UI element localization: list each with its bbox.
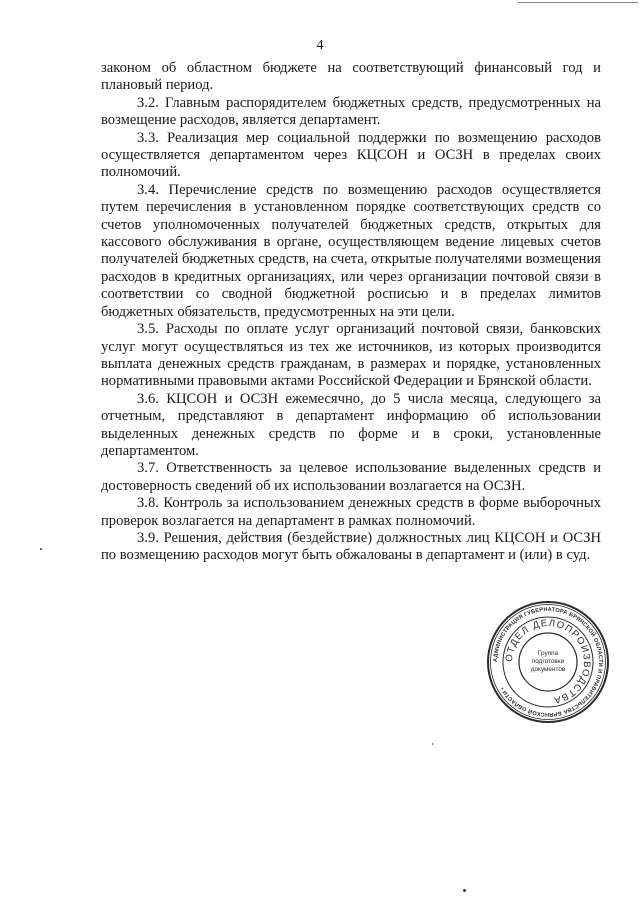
paragraph-3-8: 3.8. Контроль за использованием денежных средств в форме выборочных проверок возлагается на департамент в рамках полномочий.	[101, 495, 601, 529]
stamp-center-line: подготовки	[531, 658, 565, 665]
stamp-center-line: документов	[530, 666, 566, 673]
paragraph-3-5: 3.5. Расходы по оплате услуг организаций почтовой связи, банковских услуг могут осуществляться из тех же источников, из которых производится выплата денежных средств гражданам, в размерах и порядке, установленных нормативными правовыми актами Российской Федерации и Брянской области.	[101, 321, 601, 390]
svg-text:АДМИНИСТРАЦИЯ ГУБЕРНАТОРА БРЯН: АДМИНИСТРАЦИЯ ГУБЕРНАТОРА БРЯНСКОЙ ОБЛАСТИ И ПРАВИТЕЛЬСТВА БРЯНСКОЙ ОБЛАСТИ •	[492, 606, 604, 718]
scan-speck	[432, 743, 433, 745]
paragraph-continuation: законом об областном бюджете на соответствующий финансовый год и плановый период.	[101, 60, 601, 94]
scan-speck	[40, 548, 42, 550]
paragraph-3-2: 3.2. Главным распорядителем бюджетных средств, предусмотренных на возмещение расходов, является департамент.	[101, 94, 601, 129]
document-body	[101, 60, 601, 565]
paragraph-3-6: 3.6. КЦСОН и ОСЗН ежемесячно, до 5 числа месяца, следующего за отчетным, представляют в департамент информацию об использовании выделенных денежных средств по форме и в сроки, установленные департаментом.	[101, 390, 601, 459]
paragraph-3-9: 3.9. Решения, действия (бездействие) должностных лиц КЦСОН и ОСЗН по возмещению расходов могут быть обжалованы в департамент и (или) в суд.	[101, 529, 601, 564]
office-stamp	[486, 600, 610, 724]
stamp-center-line: Группа	[537, 650, 559, 657]
paragraph-3-4: 3.4. Перечисление средств по возмещению расходов осуществляется путем перечисления в установленном порядке соответствующих средств со счетов уполномоченных получателей бюджетных средств, открытых для кассового обслуживания в органе, осуществляющем ведение лицевых счетов получателей бюджетных средств, на счета, открытые получателями возмещения расходов в кредитных организациях, или через организации почтовой связи в соответствии со сводной бюджетной росписью и в пределах лимитов бюджетных обязательств, предусмотренных на эти цели.	[101, 181, 601, 320]
paragraph-3-7: 3.7. Ответственность за целевое использование выделенных средств и достоверность сведений об их использовании возлагается на ОСЗН.	[101, 460, 601, 494]
page-number: 4	[316, 38, 324, 53]
paragraph-3-3: 3.3. Реализация мер социальной поддержки по возмещению расходов осуществляется департаментом через КЦСОН и ОСЗН в пределах своих полномочий.	[101, 129, 601, 181]
svg-text:ОТДЕЛ ДЕЛОПРОИЗВОДСТВА: ОТДЕЛ ДЕЛОПРОИЗВОДСТВА	[503, 617, 593, 706]
scan-corner-mark	[518, 2, 638, 5]
svg-text:Группаподготовкидокументов	[531, 650, 566, 673]
stamp-seal-graphic	[486, 600, 610, 724]
scan-speck	[463, 889, 466, 892]
